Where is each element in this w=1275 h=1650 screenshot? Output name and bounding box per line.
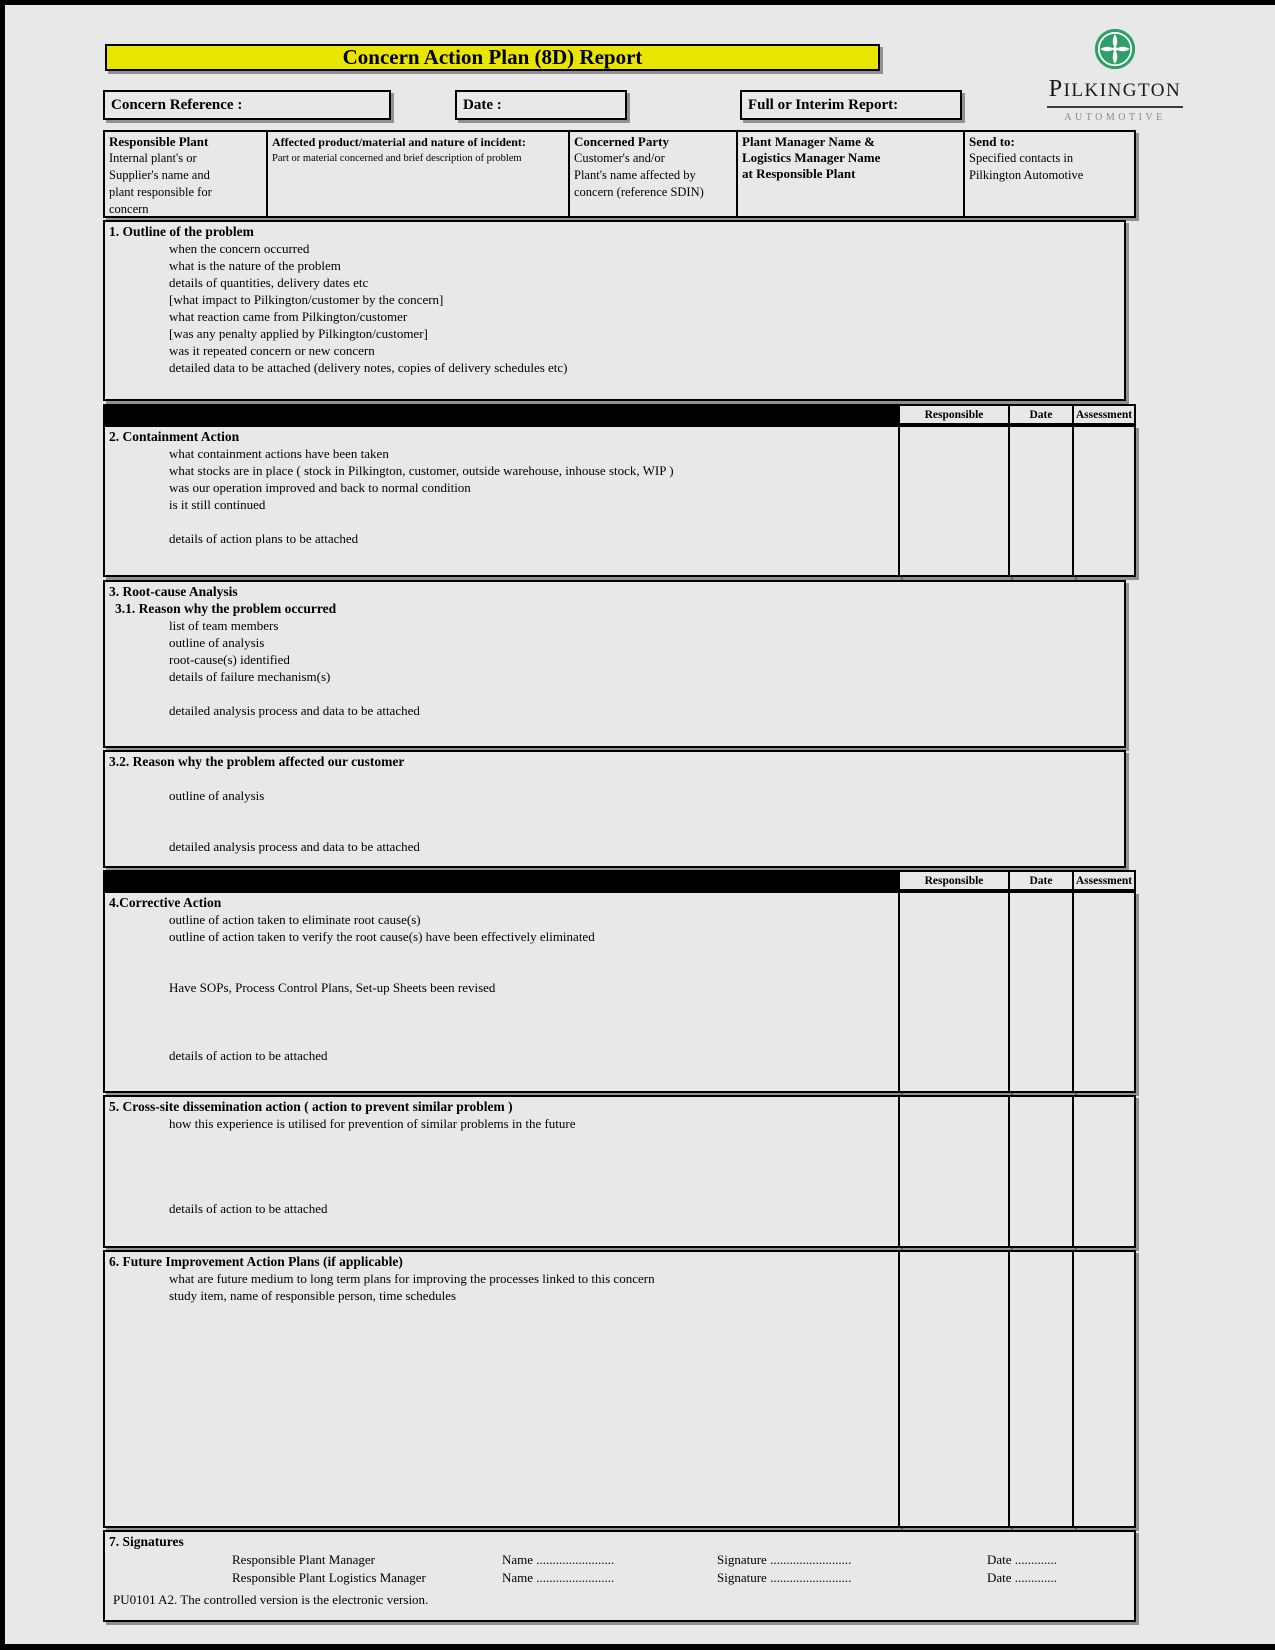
header-col-concerned-party xyxy=(568,132,736,216)
section-line: list of team members xyxy=(169,618,279,633)
section-7-signatures xyxy=(103,1530,1136,1622)
section-line: details of action to be attached xyxy=(169,1201,328,1216)
logo-subtitle: AUTOMOTIVE xyxy=(1064,112,1166,123)
section-line xyxy=(169,513,898,530)
name-signature-line[interactable]: Name ........................ xyxy=(502,1570,615,1585)
section-4-corrective-action[interactable] xyxy=(103,891,900,1093)
column-title: Responsible Plant xyxy=(109,134,209,149)
signatory-role: Responsible Plant Manager xyxy=(232,1552,375,1567)
section-line: details of quantities, delivery dates etc xyxy=(169,275,369,290)
pilkington-emblem-icon xyxy=(1094,28,1136,70)
section-line xyxy=(169,996,898,1013)
column-title: Affected product/material and nature of incident: xyxy=(272,135,526,149)
header-col-responsible-plant xyxy=(105,132,266,216)
assessment-cell[interactable] xyxy=(1072,1250,1136,1528)
section-line xyxy=(169,1149,898,1166)
signature-row xyxy=(105,1570,1134,1587)
full-or-interim-label: Full or Interim Report: xyxy=(748,96,899,113)
section-line xyxy=(169,1132,898,1149)
responsible-column-header: Responsible xyxy=(898,404,1010,425)
assessment-column-header: Assessment xyxy=(1072,870,1136,891)
section-2-containment-action[interactable] xyxy=(103,425,900,577)
section-3-2-reason-affected-customer[interactable] xyxy=(103,750,1126,868)
date-cell[interactable] xyxy=(1008,1250,1074,1528)
column-title: Concerned Party xyxy=(574,134,669,149)
section-line: detailed analysis process and data to be attached xyxy=(169,839,420,854)
concern-reference-label: Concern Reference : xyxy=(111,96,243,113)
section-line xyxy=(169,1013,898,1030)
section-line: root-cause(s) identified xyxy=(169,652,290,667)
column-title: Send to: xyxy=(969,134,1015,149)
section-line xyxy=(169,962,898,979)
section-line: how this experience is utilised for prevention of similar problems in the future xyxy=(169,1116,576,1131)
section-line xyxy=(169,770,1124,787)
assessment-cell[interactable] xyxy=(1072,425,1136,577)
section-line: outline of analysis xyxy=(169,635,265,650)
section-line: was our operation improved and back to normal condition xyxy=(169,480,471,495)
section-line: details of action plans to be attached xyxy=(169,531,359,546)
section-3-2-heading: 3.2. Reason why the problem affected our customer xyxy=(109,754,405,769)
header-col-send-to xyxy=(963,132,1134,216)
section-line: details of action to be attached xyxy=(169,1048,328,1063)
wordmark-rest: ILKINGTON xyxy=(1063,80,1182,101)
wordmark-initial: P xyxy=(1048,76,1064,102)
responsible-cell[interactable] xyxy=(898,891,1010,1093)
assessment-column-header: Assessment xyxy=(1072,404,1136,425)
section-line: study item, name of responsible person, time schedules xyxy=(169,1288,457,1303)
date-column-header: Date xyxy=(1008,870,1074,891)
section-line: what containment actions have been taken xyxy=(169,446,389,461)
column-title: Plant Manager Name & xyxy=(742,134,875,149)
section-3-root-cause-analysis[interactable] xyxy=(103,580,1126,748)
full-or-interim-field[interactable] xyxy=(740,90,962,120)
column-line: Plant's name affected by xyxy=(574,168,696,182)
column-line: plant responsible for xyxy=(109,185,212,199)
date-field[interactable] xyxy=(455,90,627,120)
concern-reference-field[interactable] xyxy=(103,90,391,120)
section-line: is it still continued xyxy=(169,497,266,512)
column-line: concern xyxy=(109,202,149,216)
section-5-cross-site-dissemination[interactable] xyxy=(103,1095,900,1248)
section-line: what reaction came from Pilkington/customer xyxy=(169,309,408,324)
scan-edge-bottom xyxy=(0,1644,1275,1650)
section-line xyxy=(169,804,1124,821)
pilkington-logo xyxy=(1030,28,1200,123)
date-cell[interactable] xyxy=(1008,891,1074,1093)
section-4-heading: 4.Corrective Action xyxy=(109,895,222,910)
scan-edge-left xyxy=(0,0,5,1650)
header-col-affected-product xyxy=(266,132,568,216)
section-line: what stocks are in place ( stock in Pilkington, customer, outside warehouse, inhouse stock, WIP ) xyxy=(169,463,674,478)
signature-row xyxy=(105,1552,1134,1569)
column-line: at Responsible Plant xyxy=(742,166,856,181)
date-cell[interactable] xyxy=(1008,1095,1074,1248)
responsible-cell[interactable] xyxy=(898,1250,1010,1528)
section-line xyxy=(169,1166,898,1183)
page-title: Concern Action Plan (8D) Report xyxy=(342,45,643,69)
column-line: Internal plant's or xyxy=(109,151,197,165)
date-cell[interactable] xyxy=(1008,425,1074,577)
section-5-heading: 5. Cross-site dissemination action ( action to prevent similar problem ) xyxy=(109,1099,513,1114)
column-line: Pilkington Automotive xyxy=(969,168,1084,182)
section-line: Have SOPs, Process Control Plans, Set-up Sheets been revised xyxy=(169,980,496,995)
section-2-heading: 2. Containment Action xyxy=(109,429,240,444)
section-line xyxy=(169,821,1124,838)
section-3-1-heading: 3.1. Reason why the problem occurred xyxy=(115,601,337,616)
section-line: details of failure mechanism(s) xyxy=(169,669,331,684)
section-1-outline-of-problem[interactable] xyxy=(103,220,1126,401)
section-3-heading: 3. Root-cause Analysis xyxy=(109,584,238,599)
scan-edge-top xyxy=(0,0,1275,5)
section-line xyxy=(169,1183,898,1200)
column-line: Specified contacts in xyxy=(969,151,1074,165)
section-line: detailed data to be attached (delivery notes, copies of delivery schedules etc) xyxy=(169,360,568,375)
column-line: concern (reference SDIN) xyxy=(574,185,704,199)
report-title-bar xyxy=(105,44,880,71)
column-line: Logistics Manager Name xyxy=(742,150,881,165)
column-line: Part or material concerned and brief description of problem xyxy=(272,153,522,164)
section-1-heading: 1. Outline of the problem xyxy=(109,224,254,239)
section-line xyxy=(169,685,1124,702)
section-line xyxy=(169,945,898,962)
date-signature-line[interactable]: Date ............. xyxy=(987,1570,1058,1585)
section-line: what are future medium to long term plans for improving the processes linked to this concern xyxy=(169,1271,655,1286)
column-line: Customer's and/or xyxy=(574,151,665,165)
section-line: outline of action taken to verify the root cause(s) have been effectively eliminated xyxy=(169,929,595,944)
responsible-column-header: Responsible xyxy=(898,870,1010,891)
assessment-cell[interactable] xyxy=(1072,1095,1136,1248)
document-control-note: PU0101 A2. The controlled version is the electronic version. xyxy=(113,1592,429,1607)
responsible-cell[interactable] xyxy=(898,1095,1010,1248)
separator-bar xyxy=(103,404,900,425)
date-label: Date : xyxy=(463,96,502,113)
section-line: [what impact to Pilkington/customer by the concern] xyxy=(169,292,444,307)
date-signature-line[interactable]: Date ............. xyxy=(987,1552,1058,1567)
assessment-cell[interactable] xyxy=(1072,891,1136,1093)
section-line xyxy=(169,1030,898,1047)
section-line: what is the nature of the problem xyxy=(169,258,341,273)
pilkington-wordmark xyxy=(1047,76,1184,108)
section-line: was it repeated concern or new concern xyxy=(169,343,375,358)
header-table xyxy=(103,130,1136,218)
section-line: when the concern occurred xyxy=(169,241,310,256)
date-column-header: Date xyxy=(1008,404,1074,425)
column-line: Supplier's name and xyxy=(109,168,210,182)
signatory-role: Responsible Plant Logistics Manager xyxy=(232,1570,426,1585)
section-line: outline of action taken to eliminate root cause(s) xyxy=(169,912,421,927)
section-line: [was any penalty applied by Pilkington/customer] xyxy=(169,326,428,341)
section-line: detailed analysis process and data to be attached xyxy=(169,703,420,718)
name-signature-line[interactable]: Name ........................ xyxy=(502,1552,615,1567)
section-6-heading: 6. Future Improvement Action Plans (if applicable) xyxy=(109,1254,403,1269)
section-line: outline of analysis xyxy=(169,788,265,803)
header-col-plant-manager xyxy=(736,132,963,216)
section-6-future-improvement[interactable] xyxy=(103,1250,900,1528)
separator-bar xyxy=(103,870,900,891)
responsible-cell[interactable] xyxy=(898,425,1010,577)
section-7-heading: 7. Signatures xyxy=(109,1534,184,1549)
signature-line[interactable]: Signature ......................... xyxy=(717,1552,852,1567)
signature-line[interactable]: Signature ......................... xyxy=(717,1570,852,1585)
